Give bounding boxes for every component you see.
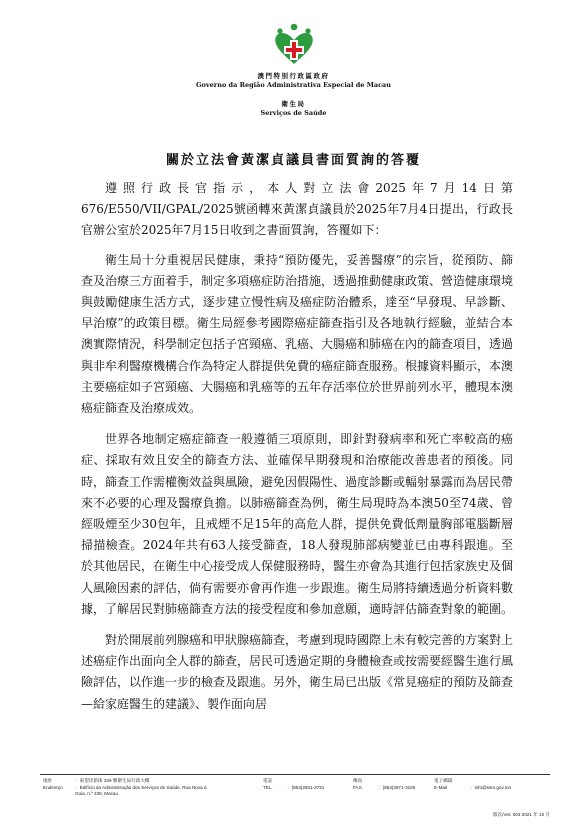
footer-fax-label: 傳真 FAX. [353, 778, 363, 790]
footer-tel-label: 電話 TEL. [263, 778, 273, 790]
paragraph-1: 衛生局十分重視居民健康，秉持“預防優先，妥善醫療”的宗旨，從預防、篩查及治療三方面着手，制定多項癌症防治措施，透過推動健康政策、營造健康環境與鼓勵健康生活方式，逐步建立慢性病及癌症防治體系，達至“早發現、早診斷、早治療”的政策目標。衛生局經參考國際癌症篩查指引及各地執行經驗，並結合本澳實際情況，科學制定包括子宮頸癌、乳癌、大腸癌和肺癌在內的篩查項目，透過與非牟利醫療機構合作為特定人群提供免費的癌症篩查服務。根據資料顯示，本澳主要癌症如子宮頸癌、大腸癌和乳癌等的五年存活率位於世界前列水平，體現本澳癌症篩查及治療成效。 [81, 252, 514, 416]
version-label: 版次/Ver. 003 2021 年 10 月 [493, 812, 550, 817]
footer-divider [40, 774, 550, 775]
paragraph-2: 世界各地制定癌症篩查一般遵循三項原則，即針對發病率和死亡率較高的癌症、採取有效且安全的篩查方法、並確保早期發現和治療能改善患者的預後。同時，篩查工作需權衡效益與風險，避免因假陽性、過度診斷或輻射暴露而為居民帶來不必要的心理及醫療負擔。以肺癌篩查為例，衛生局現時為本澳50至74歲、曾經吸煙至少30包年，且戒煙不足15年的高危人群，提供免費低劑量胸部電腦斷層掃描檢查。2024年共有63人接受篩查，18人發現肺部病變並已由專科跟進。至於其他居民，在衛生中心接受成人保健服務時，醫生亦會為其進行包括家族史及個人風險因素的評估，倘有需要亦會再作進一步跟進。衛生局將持續透過分析資料數據，了解居民對肺癌篩查方法的接受程度和參加意願，適時評估篩查對象的範圍。 [81, 432, 514, 616]
footer-mail[interactable]: ：info@ssm.gov.mo [470, 784, 512, 790]
org-name-cn: 澳門特別行政區政府 [257, 72, 330, 80]
health-bureau-logo-icon [272, 22, 316, 66]
footer-address-label: 地址 Endereço [43, 778, 63, 790]
footer-address: ：東望洋新街 339 號衛生局行政大樓 ：Edifício da Administração dos Serviços de Saúde, Rua Nova à Guia, n.º 339, Macau [75, 778, 207, 796]
dept-name-pt: Serviços de Saúde [260, 109, 327, 117]
document-title: 關於立法會黃潔貞議員書面質詢的答覆 [165, 153, 421, 168]
document-body [81, 178, 513, 725]
org-name-pt: Governo da Região Administrativa Especial de Macau [196, 81, 391, 89]
footer-mail-label: 電子郵箱 E-Mail [434, 778, 453, 790]
dept-name-cn: 衛生局 [281, 100, 306, 108]
footer-tel: ：(853)2831-3731 [287, 784, 325, 790]
footer-fax: ：(853)2871-3105 [378, 784, 416, 790]
paragraph-3: 對於開展前列腺癌和甲狀腺癌篩查，考慮到現時國際上未有較完善的方案對上述癌症作出面向全人群的篩查，居民可透過定期的身體檢查或按需要經醫生進行風險評估，以作進一步的檢查及跟進。另外，衛生局已出版《常見癌症的預防及篩查—給家庭醫生的建議》、製作面向居 [81, 633, 514, 711]
paragraph-greeting: 遵照行政長官指示，本人對立法會2025年7月14日第676/E550/VII/GPAL/2025號函轉來黃潔貞議員於2025年7月4日提出，行政長官辦公室於2025年7月15日收到之書面質詢，答覆如下： [81, 181, 513, 238]
